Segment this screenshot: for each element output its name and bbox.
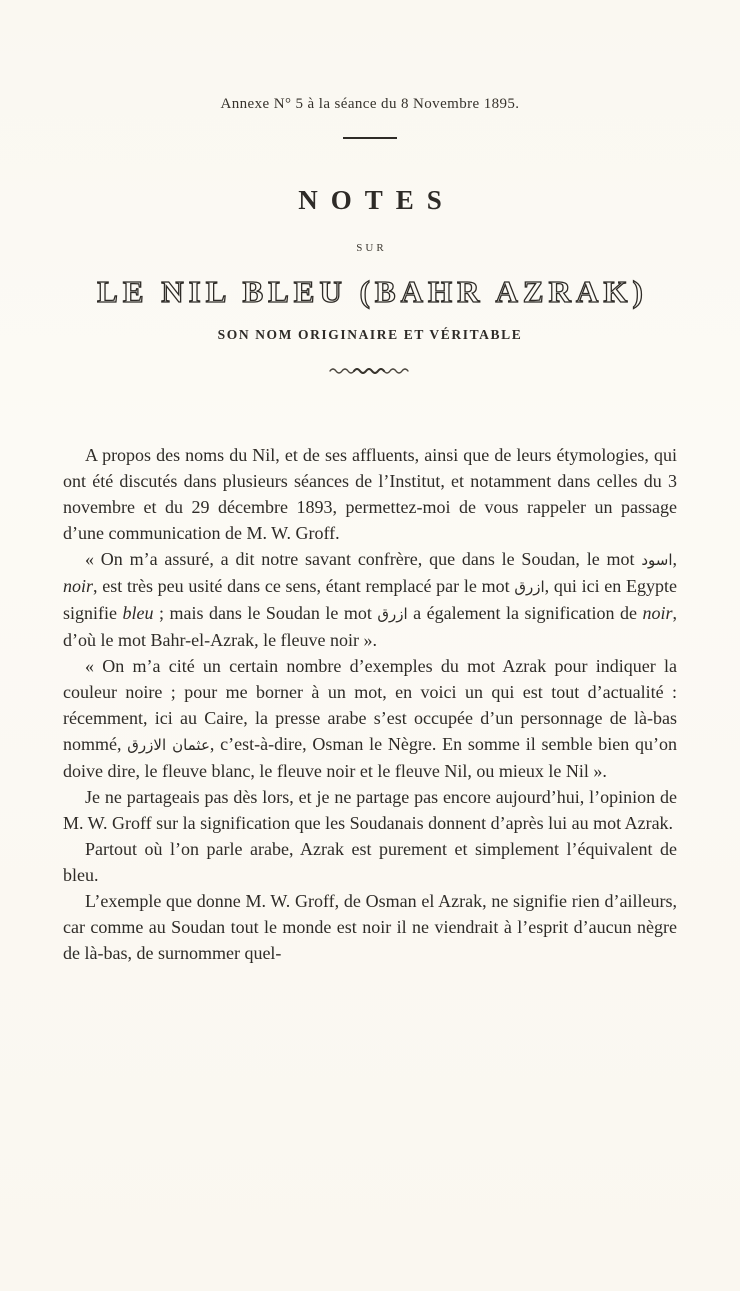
text-run: « On m’a assuré, a dit notre savant confrère, que dans le Soudan, le mot	[85, 549, 642, 569]
body-text	[63, 442, 677, 966]
arabic-term: اسود	[641, 551, 673, 569]
text-run: a également la signification de	[407, 603, 643, 623]
body-paragraph	[63, 653, 677, 784]
annex-header: Annexe N° 5 à la séance du 8 Novembre 1895.	[220, 96, 520, 112]
arabic-term: ازرق	[377, 605, 408, 623]
header-rule-divider	[343, 137, 397, 139]
subtitle: SON NOM ORIGINAIRE ET VÉRITABLE	[217, 327, 523, 342]
text-run: « On m’a cité un certain nombre d’exemples du mot Azrak pour indiquer la couleur noire ; pour me borner à un mot, en voici un qui est tout d’actualité : récemment, ici au Caire, la presse arabe s’est occupée d’un personnage de là-bas nommé,	[63, 656, 677, 754]
italic-term: noir	[642, 603, 673, 623]
text-run: ,	[672, 549, 677, 569]
body-paragraph	[63, 546, 677, 653]
page-title: NOTES	[298, 185, 455, 215]
arabic-term: عثمان الازرق	[127, 736, 210, 754]
body-paragraph	[63, 888, 677, 966]
body-paragraph	[63, 442, 677, 546]
italic-term: bleu	[122, 603, 154, 623]
arabic-term: ازرق	[514, 578, 545, 596]
text-run: Je ne partageais pas dès lors, et je ne partage pas encore aujourd’hui, l’opinion de M. W. Groff sur la signification que les Soudanais donnent d’après lui au mot Azrak.	[63, 787, 677, 833]
text-run: Partout où l’on parle arabe, Azrak est purement et simplement l’équivalent de bleu.	[63, 839, 677, 885]
text-run: , c’est-à-dire, Osman le Nègre. En somme il semble bien qu’on doive dire, le fleuve blanc, le fleuve noir et le fleuve Nil, ou mieux le Nil ».	[63, 734, 677, 781]
text-run: ; mais dans le Soudan le mot	[153, 603, 378, 623]
text-run: , est très peu usité dans ce sens, étant remplacé par le mot	[93, 576, 515, 596]
italic-term: noir	[63, 576, 94, 596]
title-connector: SUR	[356, 242, 387, 254]
text-run: L’exemple que donne M. W. Groff, de Osman el Azrak, ne signifie rien d’ailleurs, car comme au Soudan tout le monde est noir il ne viendrait à l’esprit d’aucun nègre de là-bas, de surnommer quel-	[63, 891, 677, 963]
body-paragraph	[63, 784, 677, 836]
text-run: , d’où le mot Bahr-el-Azrak, le fleuve noir ».	[63, 603, 677, 650]
main-title: LE NIL BLEU (BAHR AZRAK)	[97, 274, 648, 309]
text-run: A propos des noms du Nil, et de ses affluents, ainsi que de leurs étymologies, qui ont été discutés dans plusieurs séances de l’Institut, et notamment dans celles du 3 novembre et du 29 décembre 1893, permettez-moi de vous rappeler un passage d’une communication de M. W. Groff.	[63, 445, 677, 543]
document-page	[0, 96, 740, 1291]
body-paragraph	[63, 836, 677, 888]
text-run: , qui ici en Egypte signifie	[63, 576, 677, 623]
wavy-divider-icon	[325, 366, 415, 376]
